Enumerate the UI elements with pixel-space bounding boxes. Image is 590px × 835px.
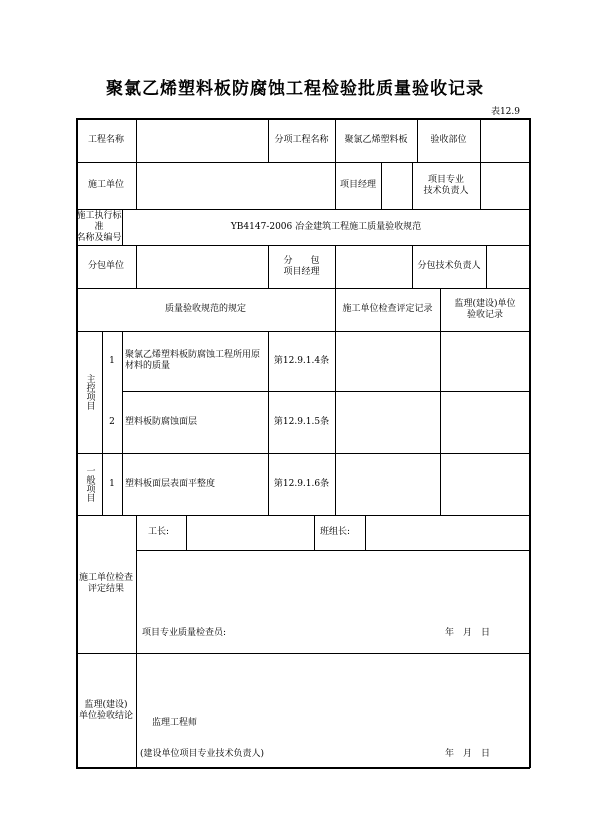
construction-result-label: 施工单位检查 评定结果 (78, 573, 133, 594)
general-item-no: 1 (109, 478, 115, 489)
construction-unit-label: 施工单位 (87, 180, 124, 190)
subcontract-field[interactable] (136, 245, 268, 288)
sub-project-label: 分项工程名称 (274, 134, 329, 145)
main-item-no: 2 (109, 416, 115, 427)
column-spec: 质量验收规范的规定 (164, 304, 246, 314)
general-item-text: 塑料板面层表面平整度 (125, 478, 216, 489)
general-items-label: 一般项目 (84, 466, 95, 502)
general-item-supervision-field[interactable] (440, 453, 530, 515)
hline (76, 653, 530, 654)
owner-tech-lead-label: (建设单位项目专业技术负责人) (140, 748, 265, 759)
standard-label: 施工执行标准 名称及编号 (76, 210, 122, 243)
project-name-field[interactable] (136, 118, 268, 162)
main-item-no: 1 (109, 355, 115, 366)
main-item-clause: 第12.9.1.4条 (273, 355, 330, 366)
supervision-result-label: 监理(建设) 单位验收结论 (78, 699, 133, 721)
main-item-supervision-field[interactable] (440, 331, 530, 391)
subcontract-tech-field[interactable] (486, 245, 530, 288)
acceptance-part-field[interactable] (480, 118, 530, 162)
page-title: 聚氯乙烯塑料板防腐蚀工程检验批质量验收记录 (106, 79, 484, 99)
team-leader-label: 班组长: (320, 527, 351, 537)
main-item-text: 塑料板防腐蚀面层 (125, 416, 198, 427)
main-item-supervision-field[interactable] (440, 391, 530, 453)
project-manager-label: 项目经理 (339, 180, 376, 190)
foreman-label: 工长: (148, 527, 170, 537)
construction-unit-field[interactable] (136, 162, 335, 209)
hline (136, 550, 530, 551)
tech-lead-label: 项目专业 技术负责人 (423, 174, 469, 196)
construction-date-label: 年 月 日 (445, 627, 491, 638)
inspector-label: 项目专业质量检查员: (142, 627, 227, 638)
subcontract-label: 分包单位 (87, 261, 124, 271)
supervision-date-label: 年 月 日 (445, 748, 491, 759)
column-construction-check: 施工单位检查评定记录 (342, 304, 433, 314)
border-bottom (76, 767, 530, 769)
column-supervision: 监理(建设)单位 验收记录 (454, 298, 516, 320)
tech-lead-field[interactable] (480, 162, 530, 209)
team-leader-field[interactable] (365, 515, 530, 550)
supervision-engineer-label: 监理工程师 (152, 717, 198, 728)
project-manager-field[interactable] (381, 162, 412, 209)
vline (122, 331, 123, 515)
table-number: 表12.9 (490, 107, 520, 117)
main-item-clause: 第12.9.1.5条 (273, 416, 330, 427)
general-item-clause: 第12.9.1.6条 (273, 478, 330, 489)
general-item-check-field[interactable] (335, 453, 440, 515)
main-item-check-field[interactable] (335, 391, 440, 453)
main-item-check-field[interactable] (335, 331, 440, 391)
main-items-label: 主控项目 (84, 374, 95, 410)
vline (136, 515, 137, 768)
acceptance-part-label: 验收部位 (430, 134, 467, 145)
sub-project-value: 聚氯乙烯塑料板 (344, 134, 408, 145)
subcontract-tech-label: 分包技术负责人 (417, 261, 481, 271)
main-item-text: 聚氯乙烯塑料板防腐蚀工程所用原材料的质量 (125, 350, 261, 371)
vline (314, 515, 315, 550)
project-name-label: 工程名称 (87, 134, 124, 145)
foreman-field[interactable] (186, 515, 314, 550)
subcontract-manager-field[interactable] (335, 245, 412, 288)
standard-value: YB4147-2006 冶金建筑工程施工质量验收规范 (230, 221, 422, 232)
acceptance-form (76, 118, 530, 768)
subcontract-manager-label: 分 包 项目经理 (283, 255, 320, 277)
